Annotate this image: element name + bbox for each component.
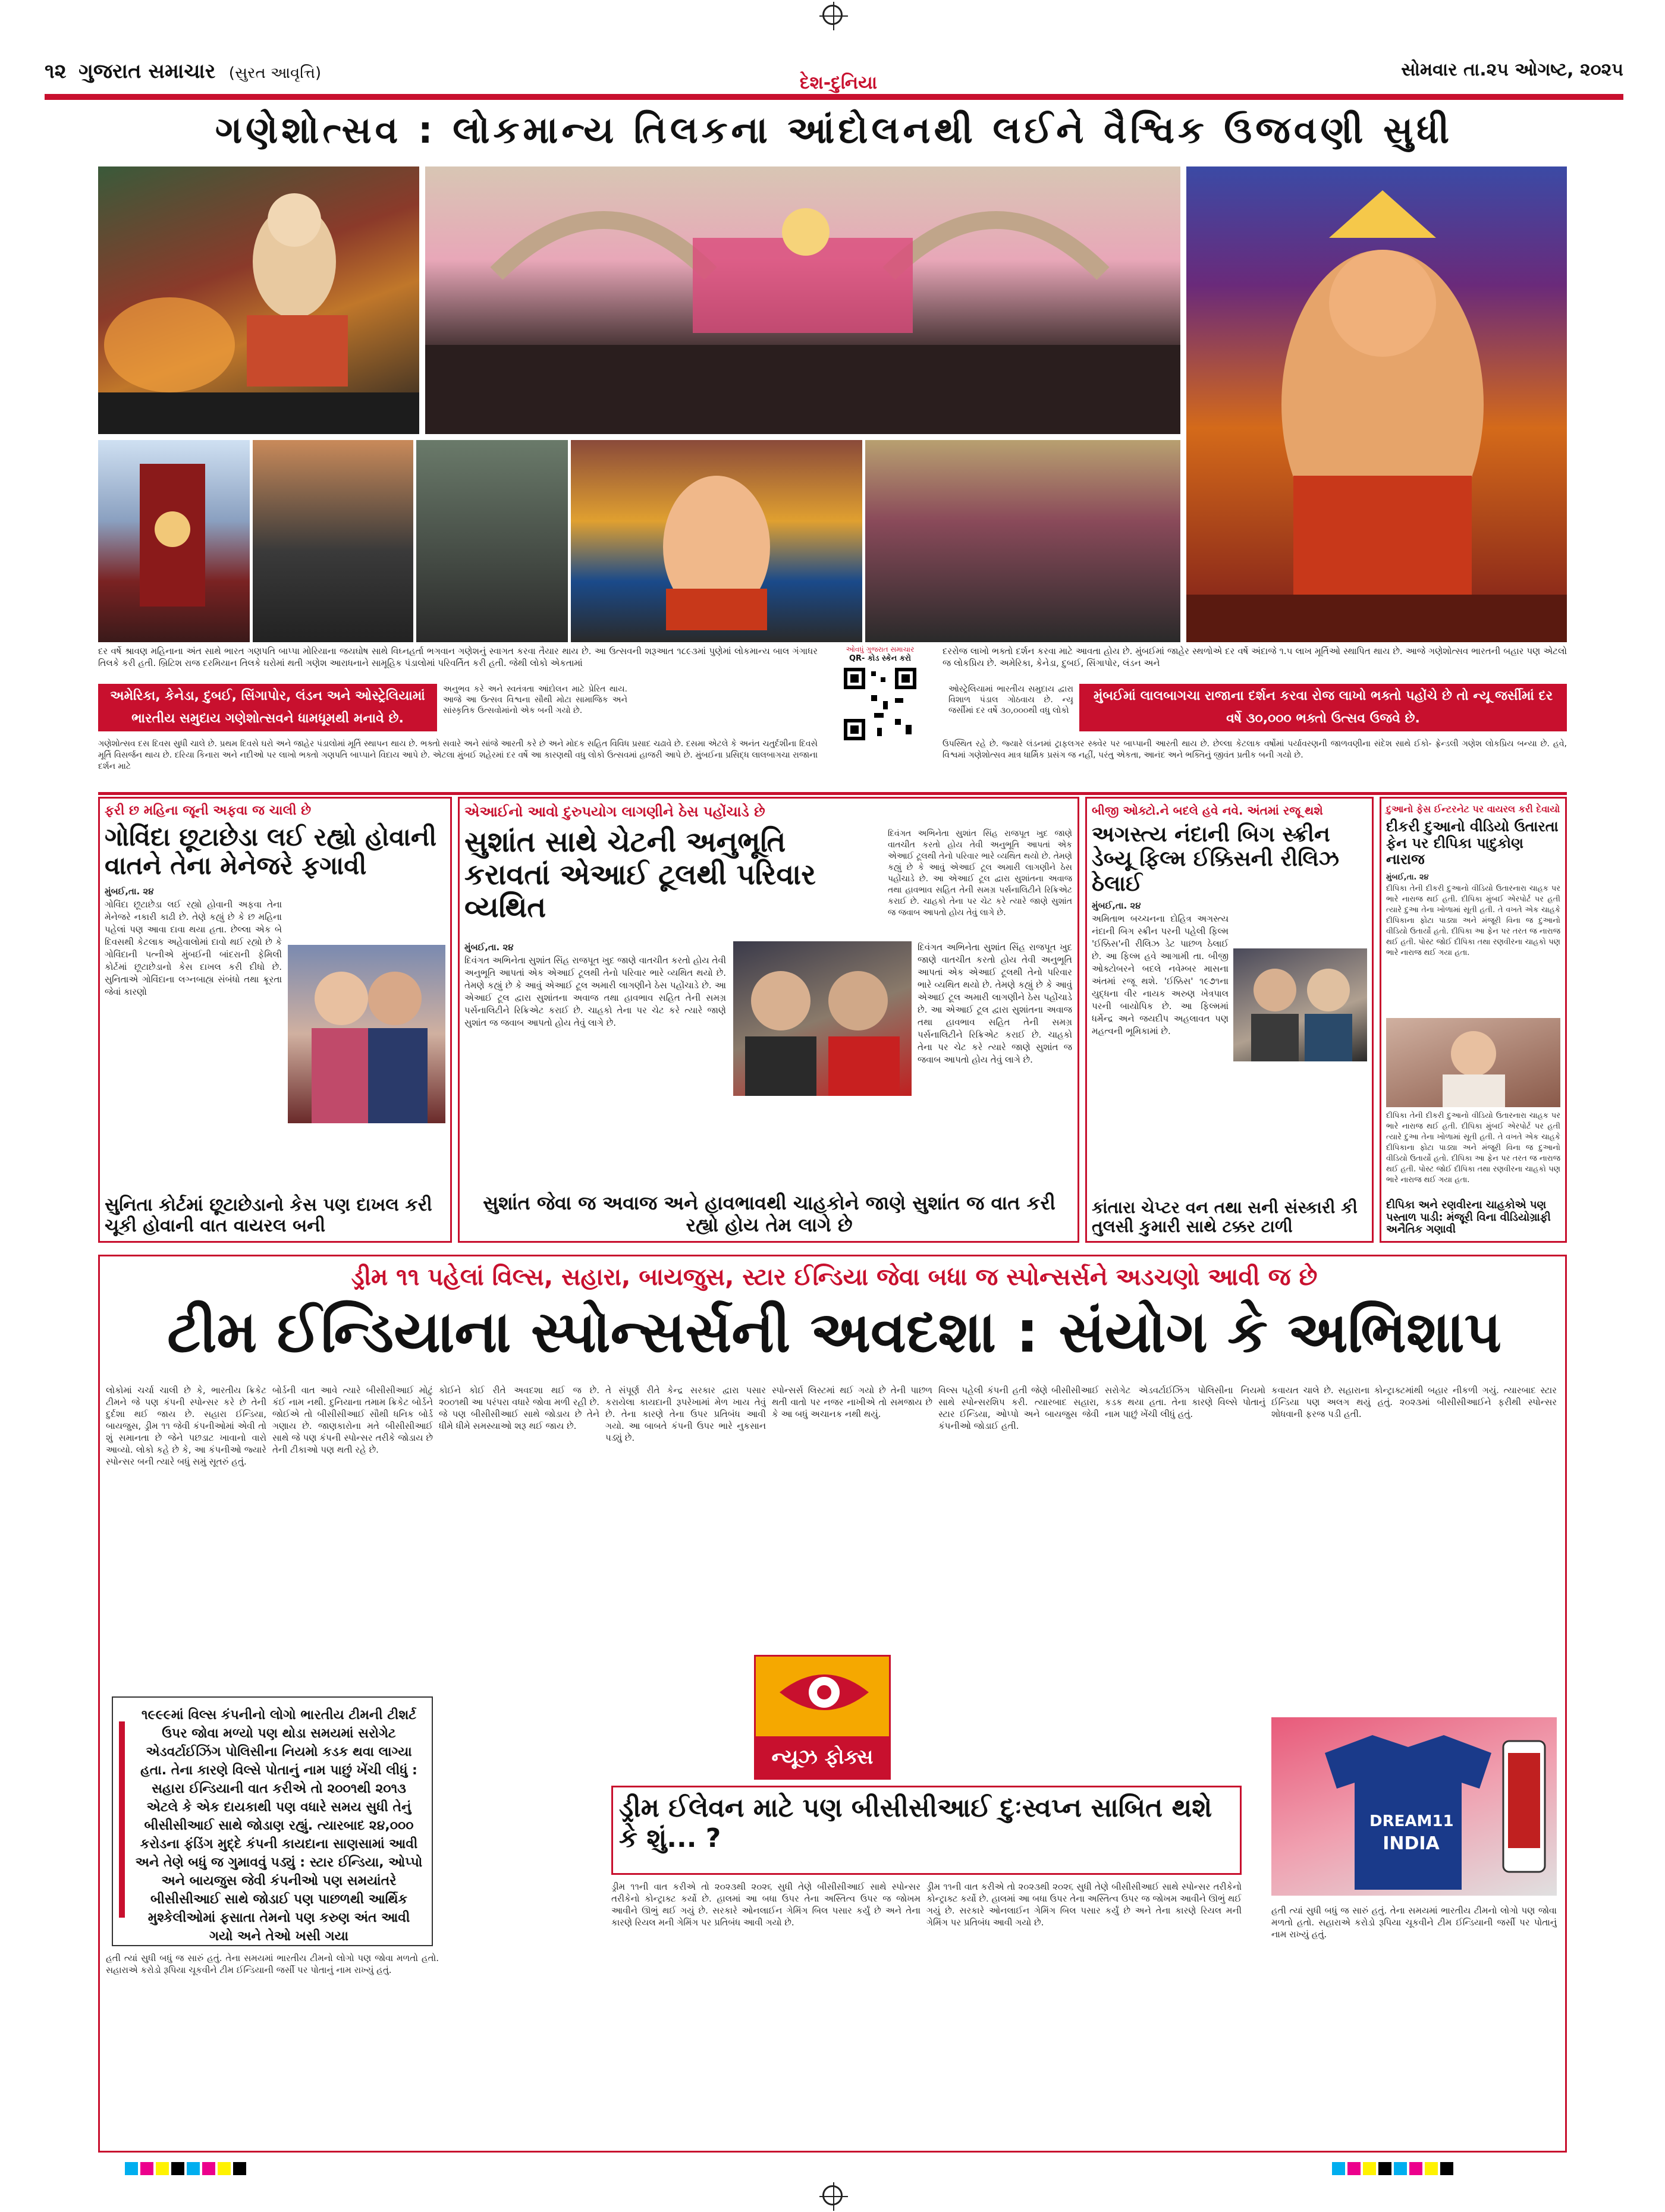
edition: (સુરત આવૃત્તિ)	[228, 64, 322, 82]
story-govinda	[98, 797, 452, 1243]
sports-col7: સરોગેટ એડવર્ટાઈઝિંગ પોલિસીના નિયમો કડક થયા હતા. તેના કારણે વિલ્સે પોતાનું નામ પાછું ખેંચી લીધું હતું.	[1105, 1385, 1265, 1419]
lead-footer-left: ગણેશોત્સવ દસ દિવસ સુધી ચાલે છે. પ્રથમ દિવસે ઘરો અને જાહેર પંડાલોમાં મૂર્તિ સ્થાપન થાય છે. ભક્તો સવારે અને સાંજે આરતી કરે છે અને મોદક સહિત વિવિધ પ્રસાદ ચઢાવે છે. દસમા એટલે કે અનંત ચતુર્દશીના દિવસે મૂર્તિ વિસર્જન થાય છે. દરિયા કિનારા અને નદીઓ પર લાખો ભક્તો ગણપતિ બાપ્પાને વિદાય આપે છે. એટલા મુંબઈ શહેરમાં દર વર્ષે આ કારણથી વધુ લોકો ઉત્સવમાં હાજરી આપે છે. મુંબઈના પ્રસિદ્ધ લાલબાગચા રાજાના દર્શન માટે	[98, 739, 818, 771]
quote-text: ૧૯૯૯માં વિલ્સ કંપનીનો લોગો ભારતીય ટીમની ટીશર્ટ ઉપર જોવા મળ્યો પણ થોડા સમયમાં સરોગેટ એડવર્ટાઈઝિંગ પોલિસીના નિયમો કડક થવા લાગ્યા હતા. તેના કારણે વિલ્સે પોતાનું નામ પાછું ખેંચી લીધું : સહારા ઈન્ડિયાની વાત કરીએ તો ૨૦૦૧થી ૨૦૧૩ એટલે કે એક દાયકાથી પણ વધારે સમય સુધી તેનું બીસીસીઆઈ સાથે જોડાણ રહ્યું. ત્યારબાદ ૨૪,૦૦૦ કરોડના ફંડિંગ મુદ્દે કંપની કાયદાના સાણસામાં આવી અને તેણે બધું જ ગુમાવવું પડ્યું : સ્ટાર ઈન્ડિયા, ઓપ્પો અને બાયજુસ જેવી કંપનીઓ પણ સમયાંતરે બીસીસીઆઈ સાથે જોડાઈ પણ પાછળથી આર્થિક મુશ્કેલીઓમાં ફસાતા તેમનો પણ કરુણ અંત આવી ગયો અને તેઓ ખસી ગયા	[135, 1708, 423, 1944]
sports-sub-body: ડ્રીમ ૧૧ની વાત કરીએ તો ૨૦૨૩થી ૨૦૨૬ સુધી તેણે બીસીસીઆઈ સાથે સ્પોન્સર તરીકેનો કોન્ટ્રાક્ટ કર્યો છે. હાલમાં આ બધા ઉપર તેના અસ્તિત્વ ઉપર જ જોખમ આવીને ઊભું થઈ ગયું છે. સરકારે ઓનલાઈન ગેમિંગ બિલ પસાર કર્યું છે અને તેના કારણે રિયલ મની ગેમિંગ પર પ્રતિબંધ આવી ગયો છે.	[611, 1881, 921, 1928]
registration-mark-top	[822, 5, 843, 25]
photo-temple-crowd	[865, 440, 1180, 642]
photo-pandal-crowd	[425, 166, 1180, 434]
sports-kicker: ડ્રીમ ૧૧ પહેલાં વિલ્સ, સહારા, બાયજુસ, સ્ટાર ઈન્ડિયા જેવા બધા જ સ્પોન્સર્સને અડચણો આવી જ છે	[351, 1264, 1318, 1291]
paper-name: ગુજરાત સમાચાર	[78, 59, 216, 83]
qr-caption: ઓવધું ગુજરાત સમાચાર	[846, 645, 915, 653]
story-sushant-side-text: દિવંગત અભિનેતા સુશાંત સિંહ રાજપૂત ખુદ જાણે વાતચીત કરતો હોય તેવી અનુભૂતિ આપતાં એક એઆઈ ટૂલથી તેનો પરિવાર ભારે વ્યથિત થયો છે. તેમણે કહ્યું છે કે આવું એઆઈ ટૂલ અમારી લાગણીને ઠેસ પહોંચાડે છે. આ એઆઈ ટૂલ દ્વારા સુશાંતના અવાજ તથા હાવભાવ સહિત તેની સમગ્ર પર્સનાલિટીને રિક્રિએટ કરાઈ છે. ચાહકો તેના પર ચેટ કરે ત્યારે જાણે સુશાંત જ જવાબ આપતો હોય તેવું લાગે છે.	[888, 829, 1072, 918]
story-dateline: મુંબઈ,તા. ૨૪	[1092, 900, 1141, 912]
sports-col5: સ્પોન્સર્સ લિસ્ટમાં થઈ ગયો છે તેની પાછળ થતી વાતો પર નજર નાખીએ તો સમજાય છે કે આ બધું અચાનક નથી થયું.	[772, 1385, 932, 1419]
sports-bottom-text: હતી ત્યાં સુધી બધું જ સારું હતું. તેના સમયમાં ભારતીય ટીમનો લોગો પણ જોવા મળતો હતો. સહારાએ કરોડો રૂપિયા ચૂકવીને ટીમ ઈન્ડિયાની જર્સી પર પોતાનું નામ રાખ્યું હતું.	[106, 1953, 439, 1975]
photo-ganesh-procession	[98, 166, 419, 434]
sports-col6: વિલ્સ પહેલી કંપની હતી જેણે બીસીસીઆઈ સાથે સ્પોન્સરશિપ કરી. ત્યારબાદ સહારા, સ્ટાર ઈન્ડિયા, ઓપ્પો અને બાયજુસ જેવી કંપનીઓ જોડાઈ હતી.	[938, 1385, 1099, 1431]
story-body-col3: દિવંગત અભિનેતા સુશાંત સિંહ રાજપૂત ખુદ જાણે વાતચીત કરતો હોય તેવી અનુભૂતિ આપતાં એક એઆઈ ટૂલથી તેનો પરિવાર ભારે વ્યથિત થયો છે. તેમણે કહ્યું છે કે આવું એઆઈ ટૂલ અમારી લાગણીને ઠેસ પહોંચાડે છે. આ એઆઈ ટૂલ દ્વારા સુશાંતના અવાજ તથા હાવભાવ સહિત તેની સમગ્ર પર્સનાલિટીને રિક્રિએટ કરાઈ છે. ચાહકો તેના પર ચેટ કરે ત્યારે જાણે સુશાંત જ જવાબ આપતો હોય તેવું લાગે છે.	[918, 942, 1072, 1065]
qr-code-icon[interactable]	[841, 665, 919, 743]
sports-col4: તે સંપૂર્ણ રીતે કેન્દ્ર સરકાર દ્વારા પસાર કરાયેલા કાયદાની રૂપરેખામાં મેળ ખાય તેવું છે. તેના કારણે તેના ઉપર પ્રતિબંધ આવી ગયો. આ બાબતે કંપની ઉપર ભારે નુકસાન પડ્યું છે.	[605, 1385, 766, 1443]
registration-mark-bottom	[822, 2185, 843, 2205]
photo-agastya-art	[1233, 948, 1367, 1061]
sports-subhead-box	[611, 1786, 1242, 1875]
photo-lalbaugcha-raja	[1186, 166, 1567, 642]
photo-ganesh-idol	[571, 440, 862, 642]
photo-deepika-art	[1386, 1018, 1562, 1107]
lead-body-right: દરરોજ લાખો ભક્તો દર્શન કરવા માટે આવતા હોય છે. મુંબઈમાં જાહેર સ્થળોએ દર વર્ષે અંદાજે ૧.૫ લાખ મૂર્તિઓ સ્થાપિત થાય છે. આજે ગણેશોત્સવ ભારતની બહાર પણ એટલો જ લોકપ્રિય છે. અમેરિકા, કેનેડા, દુબઈ, સિંગાપોર, લંડન અને	[943, 646, 1567, 668]
qr-block[interactable]	[824, 645, 937, 752]
lead-body-mid: અનુભવ કરે અને સ્વતંત્રતા આંદોલન માટે પ્રેરિત થાય. આજે આ ઉત્સવ વિશ્વના સૌથી મોટા સામાજિક અને સાંસ્કૃતિક ઉત્સવોમાંનો એક બની ગયો છે.	[443, 684, 627, 715]
story-headline: અગસ્ત્ય નંદાની બિગ સ્ક્રીન ડેબ્યૂ ફિલ્મ ઈક્કિસની રીલિઝ ઠેલાઈ	[1092, 822, 1339, 896]
photo-street-crowd	[253, 440, 413, 642]
photo-deepika	[1386, 1018, 1560, 1107]
news-focus-logo	[754, 1655, 891, 1780]
photo-pandal-tower	[98, 440, 250, 642]
story-headline: સુશાંત સાથે ચેટની અનુભૂતિ કરાવતાં એઆઈ ટૂલથી પરિવાર વ્યથિત	[464, 825, 816, 925]
lead-body-left: દર વર્ષે શ્રાવણ મહિનાના અંત સાથે ભારત ગણપતિ બાપ્પા મોરિયાના જયઘોષ સાથે વિઘ્નહર્તા ભગવાન ગણેશનું સ્વાગત કરવા તૈયાર થાય છે. આ ઉત્સવની શરૂઆત ૧૮૯૩માં પુણેમાં લોકમાન્ય બાલ ગંગાધર તિલકે કરી હતી. બ્રિટિશ રાજ દરમિયાન તિલકે ઘરોમાં થતી ગણેશ આરાધનાને સામૂહિક પંડાલોમાં પરિવર્તિત કરી હતી. જેથી લોકો એકતામાં	[98, 646, 818, 668]
photo-govinda-couple-art	[288, 945, 445, 1123]
sports-col8: કવાયત ચાલે છે. સહારાના કોન્ટ્રાક્ટમાંથી બહાર નીકળી ગયું. ત્યારબાદ સ્ટાર ઈન્ડિયા પણ અલગ થયું હતું. ૨૦૨૩માં બીસીસીઆઈને ફરીથી સ્પોન્સર શોધવાની ફરજ પડી હતી.	[1271, 1385, 1557, 1419]
story-body: ગોવિંદા છૂટાછેડા લઈ રહ્યો હોવાની અફવા તેના મેનેજરે નકારી કાઢી છે. તેણે કહ્યું છે કે છ મહિના પહેલાં પણ આવા દાવા થયા હતા. છેલ્લા એક બે દિવસથી કેટલાક અહેવાલોમાં દાવો થઈ રહ્યો છે કે ગોવિંદાની પત્નીએ મુંબઈની બાંદરાની ફેમિલી કોર્ટમાં છૂટાછેડાનો કેસ દાખલ કરી દીધો છે. સુનિતાએ ગોવિંદાના લગ્નબાહ્ય સંબંધો તથા ક્રૂરતા જેવાં કારણો	[105, 898, 282, 997]
sports-col2: બોર્ડની વાત આવે ત્યારે બીસીસીઆઈ મોટું કંઈ નામ નથી. દુનિયાના તમામ ક્રિકેટ બોર્ડને જોઈએ તો બીસીસીઆઈ સૌથી ધનિક બોર્ડ ગણાય છે. જાણકારોના મતે બીસીસીઆઈ સાથે જે પણ કંપની સ્પોન્સર તરીકે જોડાય છે તેની ટીકાઓ પણ થતી રહે છે.	[272, 1385, 433, 1455]
story-kicker: ફરી છ મહિના જૂની અફવા જ ચાલી છે	[105, 803, 312, 818]
photo-lalbaugcha-raja-art	[1186, 166, 1567, 642]
lead-callout-left: અમેરિકા, કેનેડા, દુબઈ, સિંગાપોર, લંડન અને ઓસ્ટ્રેલિયામાં ભારતીય સમુદાય ગણેશોત્સવને ધામધૂમથી મનાવે છે.	[98, 684, 437, 731]
story-kicker: એઆઈનો આવો દુરુપયોગ લાગણીને ઠેસ પહોંચાડે છે	[464, 803, 765, 820]
sports-col3: કોઈને કોઈ રીતે અવદશા થઈ જ છે. ૨૦૦૧થી આ પરંપરા વધારે જોવા મળી રહી છે. જે પણ બીસીસીઆઈ સાથે જોડાય છે તેને ધીમે ધીમે સમસ્યાઓ શરૂ થઈ જાય છે.	[439, 1385, 599, 1431]
story-body-2: દીપિકા તેની દીકરી દુઆનો વીડિયો ઉતારનારા ચાહક પર ભારે નારાજ થઈ હતી. દીપિકા મુંબઈ એરપોર્ટ પર હતી ત્યારે દુઆ તેના ખોળામાં સૂતી હતી. તે વખતે એક ચાહકે દીપિકાના ફોટા પાડ્યા અને મંજૂરી વિના જ દુઆનો વીડિયો ઉતાર્યો હતો. દીપિકા આ ફેન પર તરત જ નારાજ થઈ હતી. પોસ્ટ જોઈ દીપિકા તથા રણવીરના ચાહકો પણ ભારે નારાજ થઈ ગયા હતા.	[1386, 1111, 1560, 1184]
story-deepika	[1380, 797, 1567, 1243]
photo-sushant-art	[733, 941, 912, 1096]
eye-icon	[756, 1657, 893, 1728]
masthead-rule	[45, 94, 1623, 100]
story-footer: કાંતારા ચેપ્ટર વન તથા સની સંસ્કારી કી તુલસી કુમારી સાથે ટક્કર ટાળી	[1092, 1197, 1358, 1236]
photo-jersey	[1271, 1717, 1557, 1896]
story-dateline: મુંબઈ,તા. ૨૪	[1386, 872, 1429, 882]
photo-govinda-couple	[288, 945, 445, 1123]
stories-row	[98, 797, 1567, 1243]
story-ikkis	[1085, 797, 1374, 1243]
lead-callout-right: મુંબઈમાં લાલબાગચા રાજાના દર્શન કરવા રોજ લાખો ભક્તો પહોંચે છે તો ન્યૂ જર્સીમાં દર વર્ષે ૩૦,૦૦૦ ભક્તો ઉત્સવ ઉજવે છે.	[1079, 684, 1567, 731]
lead-bottom-rule	[98, 792, 1567, 795]
story-body: અમિતાભ બચ્ચનના દોહિત્ર અગસ્ત્ય નંદાની બિગ સ્ક્રીન પરની પહેલી ફિલ્મ 'ઈક્કિસ'ની રીલિઝ ડેટ પાછળ ઠેલાઈ છે. આ ફિલ્મ હવે આગામી તા. બીજી ઓક્ટોબરને બદલે નવેમ્બર માસના અંતમાં રજૂ થશે. 'ઈક્કિસ' ૧૯૭૧ના યુદ્ધના વીર નાયક અરુણ ખેત્રપાલ પરની બાયોપિક છે. આ ફિલ્મમાં ધર્મેન્દ્ર અને જયદીપ અહલાવત પણ મહત્વની ભૂમિકામાં છે.	[1092, 913, 1229, 1037]
lead-footer-right: ઉપસ્થિત રહે છે. જ્યારે લંડનમાં ટ્રાફલગર સ્ક્વેર પર બાપ્પાની આરતી થાય છે. છેલ્લા કેટલાક વર્ષોમાં પર્યાવરણની જાળવણીના સંદેશ સાથે ઈકો- ફ્રેન્ડલી ગણેશ લોકપ્રિય બન્યા છે. હવે, વિશ્વમાં ગણેશોત્સવ માત્ર ધાર્મિક પ્રસંગ જ નહીં, પરંતુ એકતા, આનંદ અને ભક્તિનું જીવંત પ્રતીક બની ગયો છે.	[943, 739, 1567, 760]
sports-headline: ટીમ ઈન્ડિયાના સ્પોન્સર્સની અવદશા : સંયોગ કે અભિશાપ	[167, 1299, 1501, 1365]
story-headline: ગોવિંદા છૂટાછેડા લઈ રહ્યો હોવાની વાતને તેના મેનેજરે ફગાવી	[105, 822, 437, 881]
photo-agastya	[1233, 948, 1367, 1061]
page-number: ૧૨	[45, 59, 67, 83]
photo-pandal-tower-art	[98, 440, 250, 642]
jersey-art	[1271, 1717, 1557, 1896]
qr-label: QR- કોડ સ્કેન કરો	[849, 654, 912, 663]
quote-bar	[119, 1721, 125, 1918]
story-headline: દીકરી દુઆનો વીડિયો ઉતારતા ફેન પર દીપિકા પાદુકોણ નારાજ	[1386, 818, 1559, 868]
photo-ganesh-procession-art	[98, 166, 419, 434]
color-bar-right	[1332, 2162, 1546, 2178]
sports-col1: લોકોમાં ચર્ચા ચાલી છે કે, ભારતીય ક્રિકેટ ટીમને જે પણ કંપની સ્પોન્સર કરે છે તેની દુર્દશા થઈ જાય છે. સહારા ઈન્ડિયા, બાયજુસ, ડ્રીમ ૧૧ જેવી કંપનીઓમાં એવી તો શું સમાનતા છે જેને પછડાટ ખાવાનો વારો આવ્યો. લોકો કહે છે કે, આ કંપનીઓ જ્યારે સ્પોન્સર બની ત્યારે બધું સમું સૂતરું હતું.	[106, 1385, 266, 1467]
sports-bottom-text-right: હતી ત્યાં સુધી બધું જ સારું હતું. તેના સમયમાં ભારતીય ટીમનો લોગો પણ જોવા મળતો હતો. સહારાએ કરોડો રૂપિયા ચૂકવીને ટીમ ઈન્ડિયાની જર્સી પર પોતાનું નામ રાખ્યું હતું.	[1271, 1905, 1557, 1940]
story-kicker: બીજી ઓક્ટો.ને બદલે હવે નવે. અંતમાં રજૂ થશે	[1092, 803, 1323, 818]
story-sushant-side	[888, 828, 1072, 935]
story-footer: દીપિકા અને રણવીરના ચાહકોએ પણ પસ્તાળ પાડી: મંજૂરી વિના વીડિયોગ્રાફી અનૈતિક ગણાવી	[1386, 1198, 1551, 1236]
color-bar-left	[125, 2162, 339, 2178]
section-name: દેશ-દુનિયા	[799, 73, 878, 93]
photo-press	[416, 440, 568, 642]
story-dateline: મુંબઈ,તા. ૨૪	[105, 885, 154, 897]
story-footer: સુનિતા કોર્ટમાં છૂટાછેડાનો કેસ પણ દાખલ કરી ચૂકી હોવાની વાત વાયરલ બની	[105, 1195, 432, 1236]
masthead-left	[45, 59, 461, 86]
sports-quote	[112, 1696, 433, 1946]
lead-body-mid2: ઓસ્ટ્રેલિયામાં ભારતીય સમુદાય દ્વારા વિશાળ પંડાલ ગોઠવાય છે. ન્યૂ જર્સીમાં દર વર્ષે ૩૦,૦૦૦થી વધુ લોકો	[948, 684, 1073, 715]
photo-pandal-crowd-art	[425, 166, 1180, 434]
page-date: સોમવાર તા.૨૫ ઓગષ્ટ, ૨૦૨૫	[1401, 59, 1623, 80]
story-body: દીપિકા તેની દીકરી દુઆનો વીડિયો ઉતારનારા ચાહક પર ભારે નારાજ થઈ હતી. દીપિકા મુંબઈ એરપોર્ટ પર હતી ત્યારે દુઆ તેના ખોળામાં સૂતી હતી. તે વખતે એક ચાહકે દીપિકાના ફોટા પાડ્યા અને મંજૂરી વિના જ દુઆનો વીડિયો ઉતાર્યો હતો. દીપિકા આ ફેન પર તરત જ નારાજ થઈ હતી. પોસ્ટ જોઈ દીપિકા તથા રણવીરના ચાહકો પણ ભારે નારાજ થઈ ગયા હતા.	[1386, 884, 1560, 957]
story-footer: સુશાંત જેવા જ અવાજ અને હાવભાવથી ચાહકોને જાણે સુશાંત જ વાત કરી રહ્યો હોય તેમ લાગે છે	[483, 1192, 1055, 1237]
photo-ganesh-idol-art	[571, 440, 862, 642]
sports-sub-body-2: ડ્રીમ ૧૧ની વાત કરીએ તો ૨૦૨૩થી ૨૦૨૬ સુધી તેણે બીસીસીઆઈ સાથે સ્પોન્સર તરીકેનો કોન્ટ્રાક્ટ કર્યો છે. હાલમાં આ બધા ઉપર તેના અસ્તિત્વ ઉપર જ જોખમ આવીને ઊભું થઈ ગયું છે. સરકારે ઓનલાઈન ગેમિંગ બિલ પસાર કર્યું છે અને તેના કારણે રિયલ મની ગેમિંગ પર પ્રતિબંધ આવી ગયો છે.	[926, 1881, 1242, 1928]
jersey-country: INDIA	[1383, 1833, 1440, 1854]
sports-sub-headline: ડ્રીમ ઈલેવન માટે પણ બીસીસીઆઈ દુઃસ્વપ્ન સાબિત થશે કે શું... ?	[619, 1793, 1212, 1853]
story-body: દિવંગત અભિનેતા સુશાંત સિંહ રાજપૂત ખુદ જાણે વાતચીત કરતો હોય તેવી અનુભૂતિ આપતાં એક એઆઈ ટૂલથી તેનો પરિવાર ભારે વ્યથિત થયો છે. તેમણે કહ્યું છે કે આવું એઆઈ ટૂલ અમારી લાગણીને ઠેસ પહોંચાડે છે. આ એઆઈ ટૂલ દ્વારા સુશાંતના અવાજ તથા હાવભાવ સહિત તેની સમગ્ર પર્સનાલિટીને રિક્રિએટ કરાઈ છે. ચાહકો તેના પર ચેટ કરે ત્યારે જાણે સુશાંત જ જવાબ આપતો હોય તેવું લાગે છે.	[464, 955, 726, 1028]
lead-headline: ગણેશોત્સવ : લોકમાન્ય તિલકના આંદોલનથી લઈને વૈશ્વિક ઉજવણી સુધી	[215, 108, 1453, 152]
photo-sushant	[733, 941, 912, 1096]
story-kicker: દુઆનો ફેસ ઈન્ટરનેટ પર વાયરલ કરી દેવાયો	[1386, 803, 1560, 815]
sports-story	[98, 1255, 1567, 2153]
story-dateline: મુંબઈ,તા. ૨૪	[464, 942, 514, 953]
jersey-brand: DREAM11	[1369, 1812, 1454, 1830]
story-sushant	[458, 797, 1079, 1243]
news-focus-label: ન્યૂઝ ફોક્સ	[756, 1736, 889, 1778]
